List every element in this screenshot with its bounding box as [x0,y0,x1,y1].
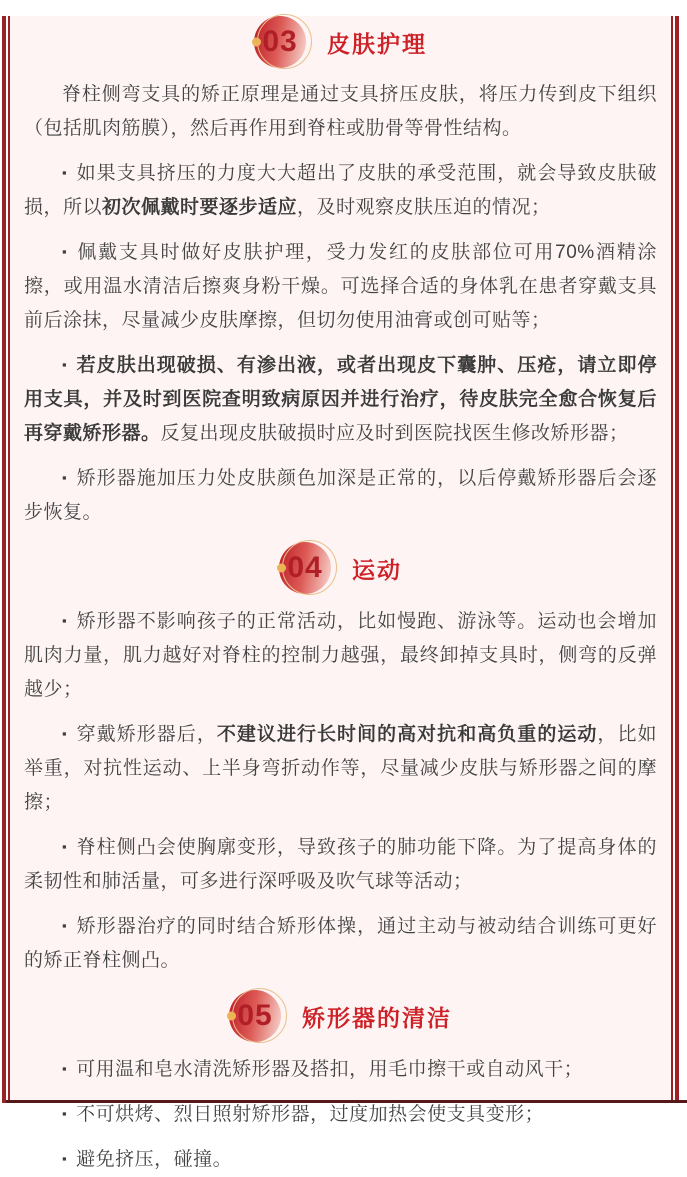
section-title: 矫形器的清洁 [302,1004,452,1031]
article-frame [2,16,679,1170]
bullet-square-icon: ▪ [62,726,68,741]
section-title: 皮肤护理 [327,30,427,57]
bullet-paragraph: ▪ 脊柱侧凸会使胸廓变形，导致孩子的肺功能下降。为了提高身体的柔韧性和肺活量，可多进行深呼吸及吹气球等活动； [24,837,657,892]
bullet-square-icon: ▪ [62,613,68,628]
bullet-square-icon: ▪ [62,1106,68,1121]
section-number-badge [254,16,306,68]
section-number: 04 [287,551,323,584]
bullet-square-icon: ▪ [62,357,68,372]
bullet-square-icon: ▪ [62,1061,68,1076]
badge-gold-dot-icon [252,38,261,47]
bullet-paragraph: ▪ 矫形器治疗的同时结合矫形体操，通过主动与被动结合训练可更好的矫正脊柱侧凸。 [24,916,657,971]
bullet-square-icon: ▪ [62,470,68,485]
bullet-paragraph: ▪ 穿戴矫形器后，不建议进行长时间的高对抗和高负重的运动，比如举重，对抗性运动、上半身弯折动作等，尽量减少皮肤与矫形器之间的摩擦； [24,724,657,813]
section-header-04 [24,542,657,594]
section-number: 05 [237,999,273,1032]
bullet-square-icon: ▪ [62,918,68,933]
section-number: 03 [262,25,298,58]
bullet-paragraph: ▪ 矫形器不影响孩子的正常活动，比如慢跑、游泳等。运动也会增加肌肉力量，肌力越好对脊柱的控制力越强，最终卸掉支具时，侧弯的反弹越少； [24,611,657,700]
paragraph: 脊柱侧弯支具的矫正原理是通过支具挤压皮肤，将压力传到皮下组织（包括肌肉筋膜），然后再作用到脊柱或肋骨等骨性结构。 [24,84,657,139]
bullet-paragraph: ▪ 不可烘烤、烈日照射矫形器，过度加热会使支具变形； [62,1104,545,1125]
article-background [8,16,673,1170]
article-content [10,16,671,1177]
section-number-badge [229,990,281,1042]
section-number-badge [279,542,331,594]
bullet-square-icon: ▪ [62,165,68,180]
badge-gold-dot-icon [227,1012,236,1021]
bullet-square-icon: ▪ [62,244,69,259]
section-header-03 [24,16,657,68]
bullet-paragraph: ▪ 矫形器施加压力处皮肤颜色加深是正常的，以后停戴矫形器后会逐步恢复。 [24,468,657,523]
bullet-square-icon: ▪ [62,1151,68,1166]
section-title: 运动 [352,556,402,583]
bullet-paragraph: ▪ 避免挤压，碰撞。 [62,1149,233,1170]
section-header-05 [24,990,657,1042]
badge-gold-dot-icon [277,564,286,573]
bullet-paragraph: ▪ 佩戴支具时做好皮肤护理，受力发红的皮肤部位可用70%酒精涂擦，或用温水清洁后擦爽身粉干燥。可选择合适的身体乳在患者穿戴支具前后涂抹，尽量减少皮肤摩擦，但切勿使用油膏或创可贴等； [24,242,658,331]
bullet-paragraph: ▪ 若皮肤出现破损、有渗出液，或者出现皮下囊肿、压疮，请立即停用支具，并及时到医院查明致病原因并进行治疗，待皮肤完全愈合恢复后再穿戴矫形器。反复出现皮肤破损时应及时到医院找医生修改矫形器； [24,355,657,444]
bullet-square-icon: ▪ [62,839,68,854]
bullet-paragraph: ▪ 如果支具挤压的力度大大超出了皮肤的承受范围，就会导致皮肤破损，所以初次佩戴时要逐步适应，及时观察皮肤压迫的情况； [24,163,657,218]
bullet-paragraph: ▪ 可用温和皂水清洗矫形器及搭扣，用毛巾擦干或自动风干； [62,1059,584,1080]
bottom-divider-line [6,1100,687,1103]
